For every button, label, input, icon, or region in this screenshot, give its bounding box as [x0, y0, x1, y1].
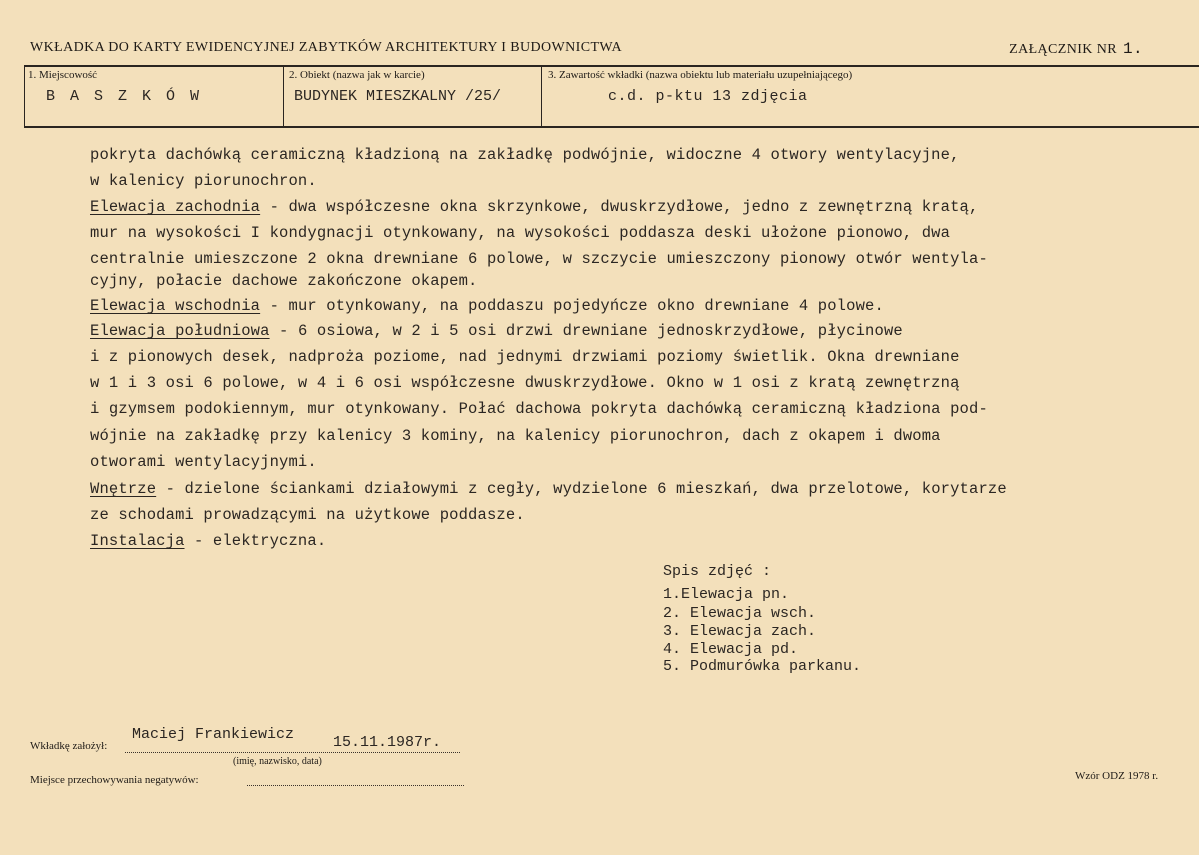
body-line: mur na wysokości I kondygnacji otynkowany, na wysokości poddasza deski ułożone pionowo, dwa — [90, 224, 951, 242]
field-divider-1 — [283, 66, 284, 126]
body-line: ze schodami prowadzącymi na użytkowe poddasze. — [90, 506, 525, 524]
locality-label: 1. Miejscowość — [28, 69, 98, 81]
body-line: pokryta dachówką ceramiczną kładzioną na zakładkę podwójnie, widoczne 4 otwory wentylacyjne, — [90, 146, 960, 164]
locality-value: B A S Z K Ó W — [46, 88, 203, 105]
body-line — [90, 532, 326, 550]
body-text: - mur otynkowany, na poddaszu pojedyńcze okno drewniane 4 polowe. — [260, 297, 884, 315]
photo-list-item: 2. Elewacja wsch. — [663, 605, 817, 622]
body-text: - dzielone ściankami działowymi z cegły, wydzielone 6 mieszkań, dwa przelotowe, korytarze — [156, 480, 1007, 498]
contents-value: c.d. p-ktu 13 zdjęcia — [608, 88, 808, 105]
body-text: - elektryczna. — [184, 532, 327, 550]
author-dotted-line — [125, 752, 460, 753]
author-label: Wkładkę założył: — [30, 740, 108, 752]
photo-list-item: 5. Podmurówka parkanu. — [663, 658, 862, 675]
body-line — [90, 198, 978, 216]
body-line: wójnie na zakładkę przy kalenicy 3 kominy, na kalenicy piorunochron, dach z okapem i dwoma — [90, 427, 941, 445]
object-value: BUDYNEK MIESZKALNY /25/ — [294, 88, 502, 105]
body-line: i z pionowych desek, nadproża poziome, nad jednymi drzwiami poziomy świetlik. Okna drewniane — [90, 348, 960, 366]
form-mark: Wzór ODZ 1978 r. — [1075, 770, 1159, 782]
object-label: 2. Obiekt (nazwa jak w karcie) — [289, 69, 425, 81]
body-line: otworami wentylacyjnymi. — [90, 453, 317, 471]
field-divider-2 — [541, 66, 542, 126]
body-line — [90, 480, 1007, 498]
photo-list-item: 1.Elewacja pn. — [663, 586, 790, 603]
attachment-label: ZAŁĄCZNIK NR — [1009, 42, 1117, 57]
contents-label: 3. Zawartość wkładki (nazwa obiektu lub materiału uzupełniającego) — [548, 69, 853, 81]
card-title: WKŁADKA DO KARTY EWIDENCYJNEJ ZABYTKÓW ARCHITEKTURY I BUDOWNICTWA — [30, 40, 622, 55]
body-line: i gzymsem podokiennym, mur otynkowany. Połać dachowa pokryta dachówką ceramiczną kładziona pod- — [90, 400, 988, 418]
author-name: Maciej Frankiewicz — [132, 726, 295, 743]
attachment-number — [1009, 40, 1143, 58]
negatives-label: Miejsce przechowywania negatywów: — [30, 774, 199, 786]
section-heading-west: Elewacja zachodnia — [90, 198, 261, 216]
negatives-dotted-line — [247, 785, 464, 786]
body-text: - 6 osiowa, w 2 i 5 osi drzwi drewniane jednoskrzydłowe, płycinowe — [269, 322, 903, 340]
author-date: 15.11.1987r. — [333, 734, 442, 751]
field-divider-left — [24, 66, 25, 126]
photo-list-item: 4. Elewacja pd. — [663, 641, 799, 658]
header-top-rule — [24, 65, 1199, 67]
header-bottom-rule — [24, 126, 1199, 128]
body-line: w kalenicy piorunochron. — [90, 172, 317, 190]
body-line — [90, 322, 903, 340]
section-heading-east: Elewacja wschodnia — [90, 297, 261, 315]
section-heading-interior: Wnętrze — [90, 480, 157, 498]
body-line — [90, 297, 884, 315]
photo-list-heading: Spis zdjęć : — [663, 563, 772, 580]
body-line: w 1 i 3 osi 6 polowe, w 4 i 6 osi współczesne dwuskrzydłowe. Okno w 1 osi z kratą zewnętrzną — [90, 374, 960, 392]
body-line: centralnie umieszczone 2 okna drewniane 6 polowe, w szczycie umieszczony pionowy otwór wentyla- — [90, 250, 988, 268]
body-line: cyjny, połacie dachowe zakończone okapem. — [90, 272, 478, 290]
section-heading-south: Elewacja południowa — [90, 322, 270, 340]
attachment-number-value: 1. — [1122, 40, 1143, 58]
section-heading-installation: Instalacja — [90, 532, 185, 550]
body-text: - dwa współczesne okna skrzynkowe, dwuskrzydłowe, jedno z zewnętrzną kratą, — [260, 198, 979, 216]
photo-list-item: 3. Elewacja zach. — [663, 623, 817, 640]
author-hint: (imię, nazwisko, data) — [233, 756, 322, 767]
